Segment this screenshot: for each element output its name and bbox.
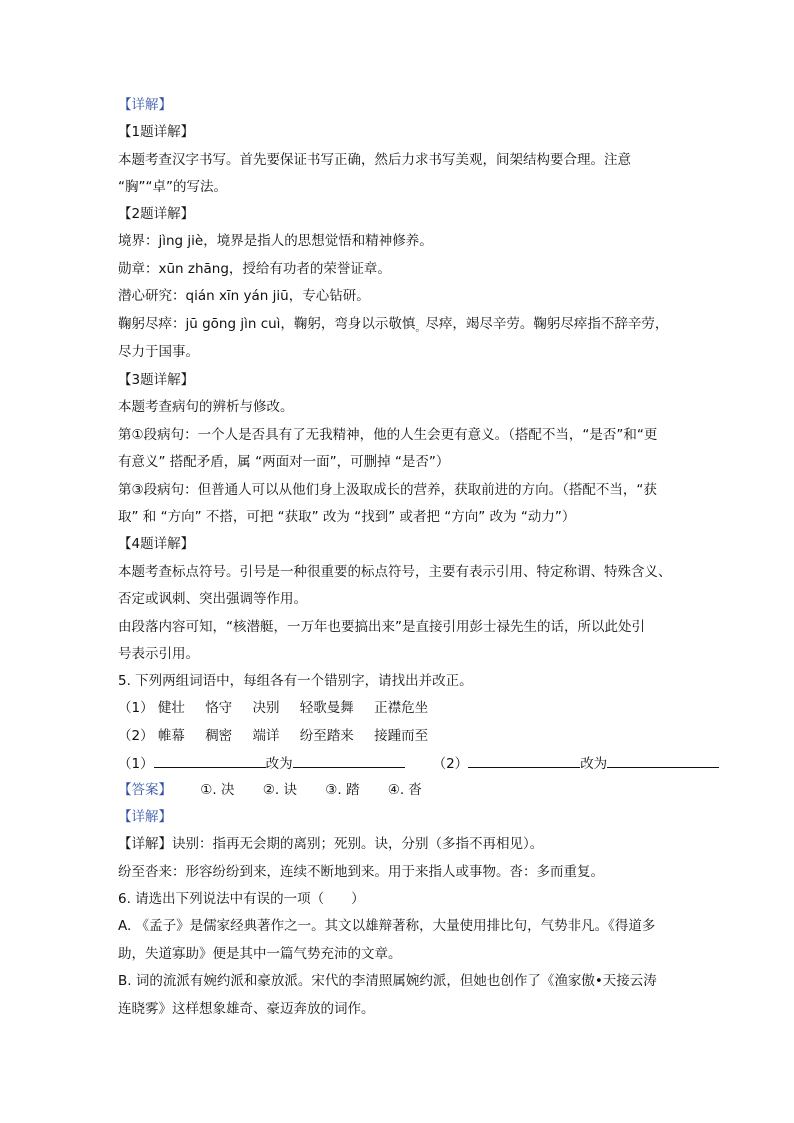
q5-word: 健壮 [157, 700, 185, 716]
q5-blank[interactable] [607, 753, 719, 768]
q5-word: 接踵而至 [374, 728, 429, 744]
q5-fill-1-label: （1） [118, 756, 154, 772]
q5-stem: 5. 下列两组词语中，每组各有一个错别字，请找出并改正。 [118, 673, 473, 689]
q2-line-4-mark: 。 [415, 323, 426, 334]
q5-group-2-num: （2） [118, 728, 154, 744]
detail-header: 【详解】 [118, 97, 172, 113]
q5-detail-line-1: 【详解】诀别：指再无会期的离别；死别。诀，分别（多指不再相见）。 [118, 836, 544, 852]
q1-line-2: “胸”“卓”的写法。 [118, 179, 227, 195]
q5-word: 轻歌曼舞 [299, 700, 354, 716]
q5-answer-item: ④. 沓 [387, 782, 422, 798]
q5-group-2 [118, 726, 428, 746]
q5-blank[interactable] [293, 753, 405, 768]
q3-line-2: 第①段病句：一个人是否具有了无我精神，他的人生会更有意义。（搭配不当，“是否”和“更 [118, 427, 658, 443]
q2-title: 【2题详解】 [118, 206, 195, 222]
q3-title: 【3题详解】 [118, 372, 195, 388]
q5-word: 帷幕 [157, 728, 185, 744]
q4-line-4: 号表示引用。 [118, 646, 199, 662]
q5-answer-label: 【答案】 [118, 782, 172, 798]
q5-answer-item: ①. 决 [200, 782, 235, 798]
q2-line-4b: 尽瘁，竭尽辛劳。鞠躬尽瘁指不辞辛劳， [425, 316, 669, 332]
q5-detail-header: 【详解】 [118, 809, 172, 825]
q2-line-5: 尽力于国事。 [118, 344, 199, 360]
q2-line-2: 勋章：xūn zhāng，授给有功者的荣誉证章。 [118, 261, 391, 277]
q5-fill-line [118, 753, 719, 773]
q5-detail-line-2: 纷至沓来：形容纷纷到来，连续不断地到来。用于来指人或事物。沓：多而重复。 [118, 864, 604, 880]
q4-line-2: 否定或讽刺、突出强调等作用。 [118, 591, 307, 607]
q5-group-1-num: （1） [118, 700, 154, 716]
q5-answer [118, 780, 422, 800]
q5-fill-2-label: （2） [432, 756, 469, 772]
q6-option-a-line-1: A. 《孟子》是儒家经典著作之一。其文以雄辩著称，大量使用排比句，气势非凡。《得道多 [118, 918, 656, 934]
q5-answer-item: ②. 诀 [262, 782, 297, 798]
q5-blank[interactable] [468, 753, 580, 768]
q1-line-1: 本题考查汉字书写。首先要保证书写正确，然后力求书写美观，间架结构要合理。注意 [118, 152, 631, 168]
q5-fill-change-label-2: 改为 [580, 756, 608, 772]
q6-option-a-line-2: 助，失道寡助》便是其中一篇气势充沛的文章。 [118, 946, 402, 962]
q5-word: 端详 [252, 728, 280, 744]
q5-blank[interactable] [154, 753, 266, 768]
q4-line-1: 本题考查标点符号。引号是一种很重要的标点符号，主要有表示引用、特定称谓、特殊含义、 [118, 564, 672, 580]
q5-group-1 [118, 698, 428, 718]
q1-title: 【1题详解】 [118, 124, 195, 140]
q5-word: 恪守 [205, 700, 233, 716]
q3-line-3: 有意义” 搭配矛盾，属 “两面对一面”，可删掉 “是否”） [118, 454, 450, 470]
q3-line-4: 第③段病句：但普通人可以从他们身上汲取成长的营养，获取前进的方向。（搭配不当，“获 [118, 482, 657, 498]
q5-fill-change-label: 改为 [265, 756, 293, 772]
q2-line-1: 境界：jìng jiè，境界是指人的思想觉悟和精神修养。 [118, 233, 433, 249]
q6-option-b-line-1: B. 词的流派有婉约派和豪放派。宋代的李清照属婉约派，但她也创作了《渔家傲•天接云涛 [118, 973, 657, 989]
q5-answer-item: ③. 踏 [325, 782, 360, 798]
q6-option-b-line-2: 连晓雾》这样想象雄奇、豪迈奔放的词作。 [118, 1001, 375, 1017]
q2-line-4a: 鞠躬尽瘁：jū gōng jìn cuì，鞠躬，弯身以示敬慎 [118, 316, 416, 332]
q2-line-4 [118, 314, 668, 334]
q3-line-1: 本题考查病句的辨析与修改。 [118, 399, 294, 415]
q4-line-3: 由段落内容可知，“核潜艇，一万年也要搞出来”是直接引用彭士禄先生的话，所以此处引 [118, 619, 645, 635]
q5-word: 纷至踏来 [299, 728, 354, 744]
q3-line-5: 取” 和 “方向” 不搭，可把 “获取” 改为 “找到” 或者把 “方向” 改为 “动力”） [118, 509, 576, 525]
q5-word: 正襟危坐 [374, 700, 429, 716]
q5-word: 决别 [252, 700, 280, 716]
q6-stem: 6. 请选出下列说法中有误的一项（ ） [118, 891, 365, 907]
q4-title: 【4题详解】 [118, 536, 195, 552]
q2-line-3: 潜心研究：qián xīn yán jiū，专心钻研。 [118, 288, 370, 304]
q5-word: 稠密 [205, 728, 233, 744]
